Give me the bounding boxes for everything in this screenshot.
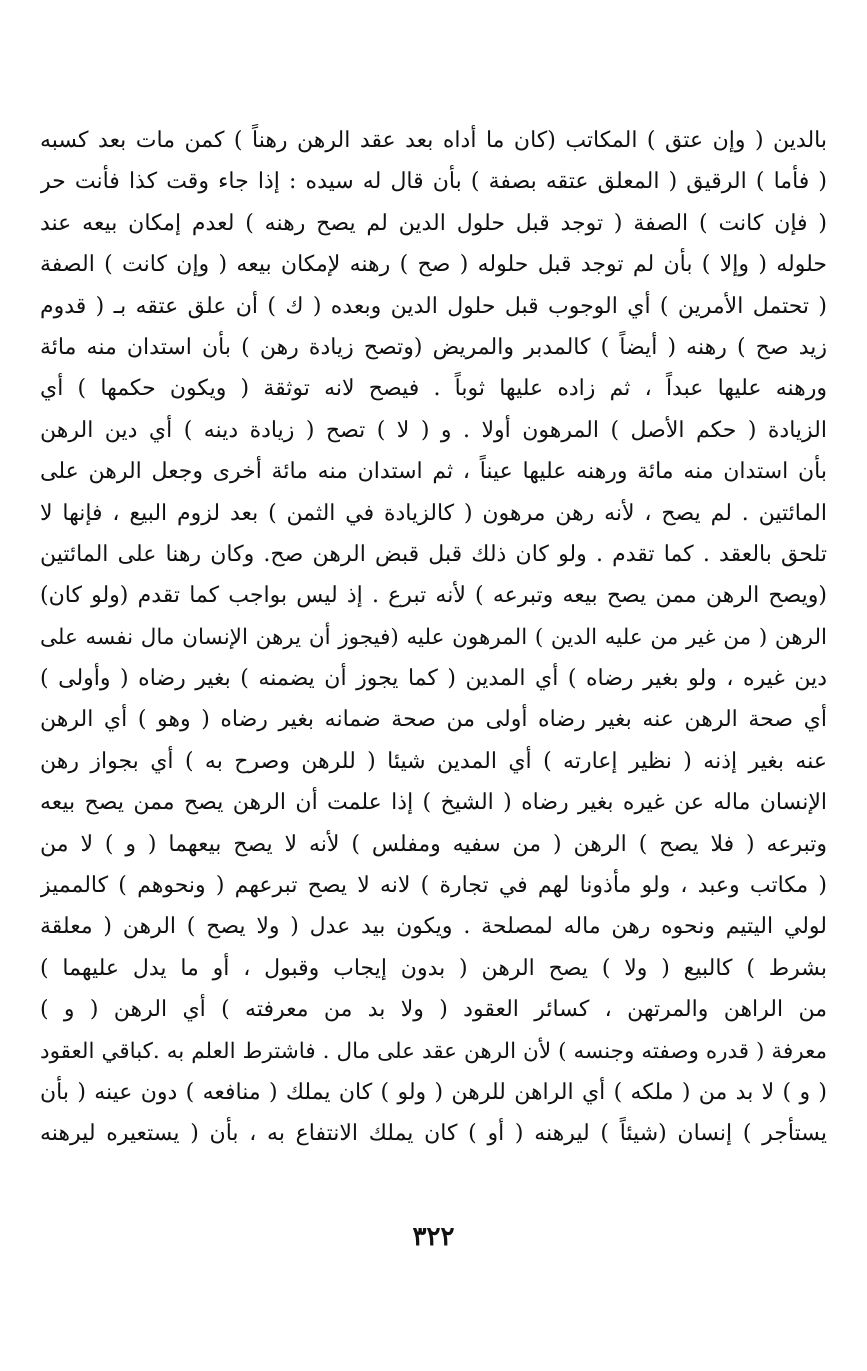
body-text (40, 120, 827, 1155)
text-line: يستأجر ) إنسان (شيئاً ) ليرهنه ( أو ) كان يملك الانتفاع به ، بأن ( يستعيره ليرهنه (40, 1121, 827, 1147)
text-line: دين غيره ، ولو بغير رضاه ) أي المدين ( كما يجوز أن يضمنه ) بغير رضاه ( وأولى ) (40, 666, 827, 692)
text-line: ( و ) لا بد من ( ملكه ) أي الراهن للرهن ( ولو ) كان يملك ( منافعه ) دون عينه ( بأن (40, 1079, 827, 1105)
text-line: ( تحتمل الأمرين ) أي الوجوب قبل حلول الدين وبعده ( ك ) أن علق عتقه بـ ( قدوم (40, 293, 827, 319)
page-number: ٣٢٢ (412, 1222, 455, 1252)
text-line: بالدين ( وإن عتق ) المكاتب (كان ما أداه بعد عقد الرهن رهناً ) كمن مات بعد كسبه (40, 128, 827, 153)
text-line: ( مكاتب وعبد ، ولو مأذونا لهم في تجارة ) لانه لا يصح تبرعهم ( ونحوهم ) كالمميز (40, 873, 827, 899)
text-line: بأن استدان منه مائة ورهنه عليها عيناً ، ثم استدان منه مائة أخرى وجعل الرهن على (40, 459, 827, 485)
text-line: (ويصح الرهن ممن يصح بيعه وتبرعه ) لأنه تبرع . إذ ليس بواجب كما تقدم (ولو كان) (40, 583, 827, 609)
text-line: معرفة ( قدره وصفته وجنسه ) لأن الرهن عقد على مال . فاشترط العلم به .كباقي العقود (40, 1038, 827, 1064)
text-line: المائتين . لم يصح ، لأنه رهن مرهون ( كالزيادة في الثمن ) بعد لزوم البيع ، فإنها لا (40, 500, 827, 526)
text-line: بشرط ) كالبيع ( ولا ) يصح الرهن ( بدون إيجاب وقبول ، أو ما يدل عليهما ) (40, 955, 827, 981)
text-line: لولي اليتيم ونحوه رهن ماله لمصلحة . ويكون بيد عدل ( ولا يصح ) الرهن ( معلقة (40, 914, 827, 940)
text-line: من الراهن والمرتهن ، كسائر العقود ( ولا بد من معرفته ) أي الرهن ( و ) (40, 997, 827, 1023)
text-line: عنه بغير إذنه ( نظير إعارته ) أي المدين شيئا ( للرهن وصرح به ) أي بجواز رهن (40, 748, 827, 774)
text-line: ( فإن كانت ) الصفة ( توجد قبل حلول الدين لم يصح رهنه ) لعدم إمكان بيعه عند (40, 210, 827, 236)
text-line: تلحق بالعقد . كما تقدم . ولو كان ذلك قبل قبض الرهن صح. وكان رهنا على المائتين (40, 541, 827, 567)
text-line: حلوله ( وإلا ) بأن لم توجد قبل حلوله ( صح ) رهنه لإمكان بيعه ( وإن كانت ) الصفة (40, 252, 827, 278)
text-line: زيد صح ) رهنه ( أيضاً ) كالمدبر والمريض (وتصح زيادة رهن ) بأن استدان منه مائة (40, 334, 827, 360)
text-line: أي صحة الرهن عنه بغير رضاه أولى من صحة ضمانه بغير رضاه ( وهو ) أي الرهن (40, 707, 827, 733)
text-line: ورهنه عليها عبداً ، ثم زاده عليها ثوباً . فيصح لانه توثقة ( ويكون حكمها ) أي (40, 376, 827, 402)
text-line: الرهن ( من غير من عليه الدين ) المرهون عليه (فيجوز أن يرهن الإنسان مال نفسه على (40, 624, 827, 650)
text-line: الزيادة ( حكم الأصل ) المرهون أولا . و ( لا ) تصح ( زيادة دينه ) أي دين الرهن (40, 417, 827, 443)
text-line: ( فأما ) الرقيق ( المعلق عتقه بصفة ) بأن قال له سيده : إذا جاء وقت كذا فأنت حر (40, 169, 827, 195)
text-line: الإنسان ماله عن غيره بغير رضاه ( الشيخ ) إذا علمت أن الرهن يصح ممن يصح بيعه (40, 790, 827, 816)
text-line: وتبرعه ( فلا يصح ) الرهن ( من سفيه ومفلس ) لأنه لا يصح بيعهما ( و ) لا من (40, 831, 827, 857)
